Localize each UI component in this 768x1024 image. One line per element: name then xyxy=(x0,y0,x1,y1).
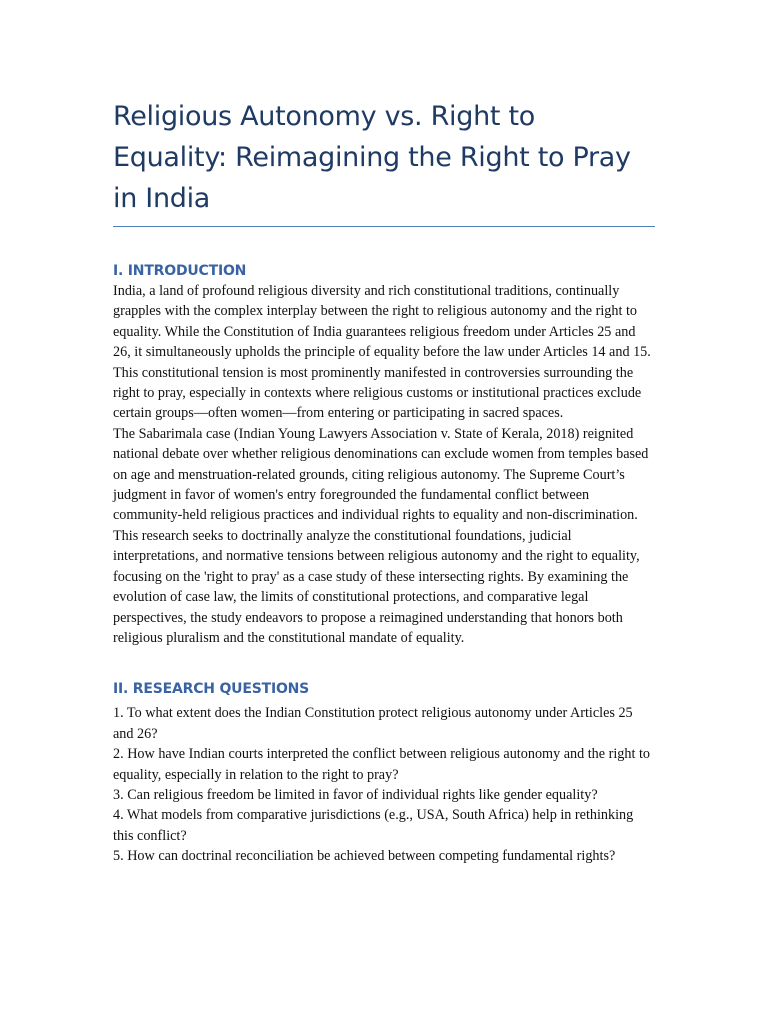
document-title: Religious Autonomy vs. Right to Equality: Reimagining the Right to Pray in India xyxy=(113,96,655,227)
research-question-2: 2. How have Indian courts interpreted the conflict between religious autonomy and the right to equality, especially in relation to the right to pray? xyxy=(113,746,650,783)
research-question-4: 4. What models from comparative jurisdictions (e.g., USA, South Africa) help in rethinking this conflict? xyxy=(113,807,634,844)
introduction-heading: I. INTRODUCTION xyxy=(113,263,247,279)
research-questions-section xyxy=(113,679,655,866)
introduction-paragraph-1: India, a land of profound religious diversity and rich constitutional traditions, continually grapples with the complex interplay between the right to religious autonomy and the right to equality. While the Constitution of India guarantees religious freedom under Articles 25 and 26, it simultaneously upholds the principle of equality before the law under Articles 14 and 15. This constitutional tension is most prominently manifested in controversies surrounding the right to pray, especially in contexts where religious customs or institutional practices exclude certain groups—often women—from entering or participating in sacred spaces. xyxy=(113,283,651,422)
introduction-paragraph-2: The Sabarimala case (Indian Young Lawyers Association v. State of Kerala, 2018) reignited national debate over whether religious denominations can exclude women from temples based on age and menstruation-related grounds, citing religious autonomy. The Supreme Court’s judgment in favor of women's entry foregrounded the fundamental conflict between community-held religious practices and individual rights to equality and non-discrimination. xyxy=(113,425,649,524)
introduction-paragraph-3: This research seeks to doctrinally analyze the constitutional foundations, judicial interpretations, and normative tensions between religious autonomy and the right to equality, focusing on the 'right to pray' as a case study of these intersecting rights. By examining the evolution of case law, the limits of constitutional protections, and comparative legal perspectives, the study endeavors to propose a reimagined understanding that honors both religious pluralism and the constitutional mandate of equality. xyxy=(113,527,640,646)
research-questions-heading: II. RESEARCH QUESTIONS xyxy=(113,681,310,698)
research-question-5: 5. How can doctrinal reconciliation be achieved between competing fundamental rights? xyxy=(113,848,616,865)
research-question-1: 1. To what extent does the Indian Constitution protect religious autonomy under Articles 25 and 26? xyxy=(113,705,633,742)
document-page xyxy=(113,96,655,867)
research-question-3: 3. Can religious freedom be limited in favor of individual rights like gender equality? xyxy=(113,786,598,803)
research-questions-list xyxy=(113,703,655,866)
introduction-section xyxy=(113,261,655,648)
